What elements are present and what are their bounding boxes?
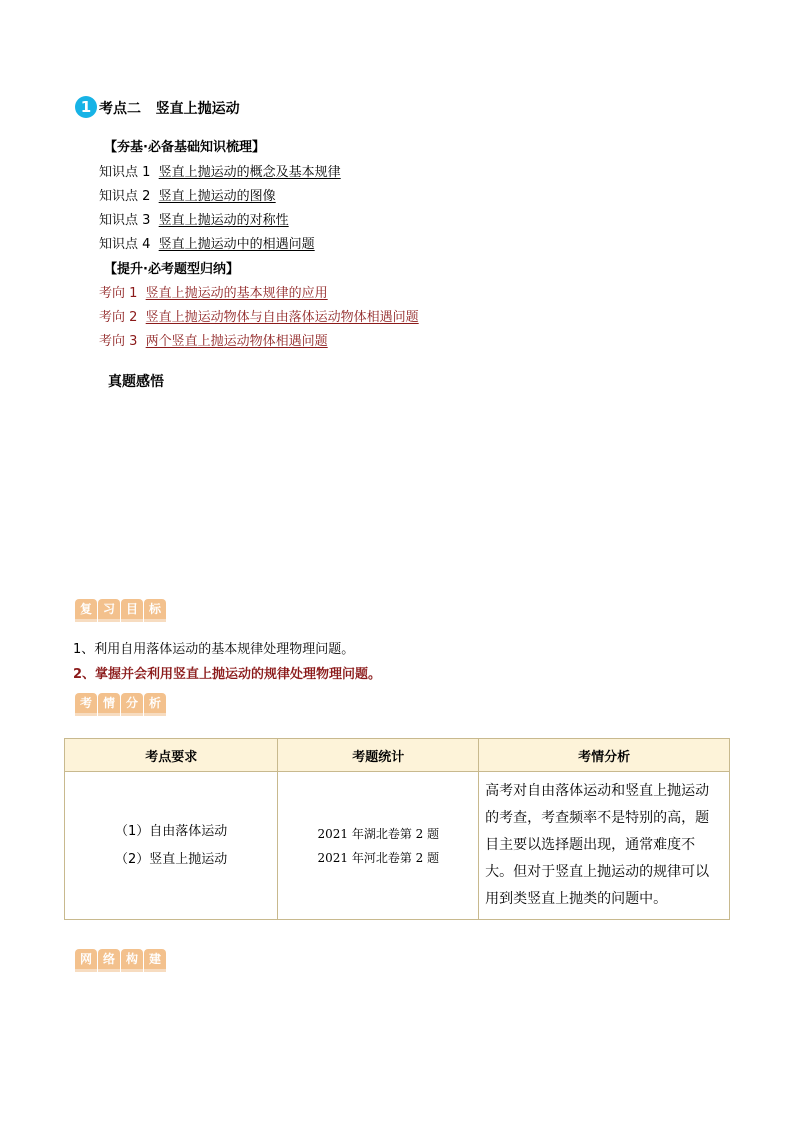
header-requirements: 考点要求 — [65, 739, 278, 772]
badge-char: 分 — [121, 693, 143, 716]
toc-text: 竖直上抛运动物体与自由落体运动物体相遇问题 — [145, 310, 419, 325]
toc-knowledge-3[interactable] — [99, 209, 289, 228]
toc-text: 竖直上抛运动的概念及基本规律 — [158, 165, 341, 180]
toc-prefix: 知识点 2 — [99, 189, 151, 204]
toc-prefix: 知识点 1 — [99, 165, 151, 180]
exam-analysis-badge — [75, 693, 166, 716]
toc-knowledge-1[interactable] — [99, 161, 341, 180]
badge-char: 习 — [98, 599, 120, 622]
toc-direction-3[interactable] — [99, 330, 328, 349]
requirement-item: （2）竖直上抛运动 — [115, 851, 228, 867]
badge-char: 考 — [75, 693, 97, 716]
goal-1: 1、利用自用落体运动的基本规律处理物理问题。 — [73, 642, 355, 657]
stat-item: 2021 年河北卷第 2 题 — [317, 850, 440, 865]
exam-analysis-table — [64, 738, 730, 920]
toc-prefix: 知识点 4 — [99, 237, 151, 252]
toc-text: 竖直上抛运动的对称性 — [158, 213, 289, 228]
badge-char: 标 — [144, 599, 166, 622]
toc-text: 两个竖直上抛运动物体相遇问题 — [145, 334, 328, 349]
network-badge — [75, 949, 166, 972]
toc-direction-1[interactable] — [99, 282, 328, 301]
badge-char: 析 — [144, 693, 166, 716]
badge-char: 构 — [121, 949, 143, 972]
badge-char: 网 — [75, 949, 97, 972]
badge-char: 目 — [121, 599, 143, 622]
toc-prefix: 考向 2 — [99, 310, 138, 325]
toc-knowledge-2[interactable] — [99, 185, 276, 204]
exam-title: 真题感悟 — [108, 374, 164, 390]
toc-prefix: 考向 3 — [99, 334, 138, 349]
toc-text: 竖直上抛运动的基本规律的应用 — [145, 286, 328, 301]
analysis-cell: 高考对自由落体运动和竖直上抛运动的考查，考查频率不是特别的高，题目主要以选择题出现，通常难度不大。但对于竖直上抛运动的规律可以用到类竖直上抛类的问题中。 — [479, 772, 730, 920]
review-goals-badge — [75, 599, 166, 622]
stat-item: 2021 年湖北卷第 2 题 — [317, 826, 440, 841]
toc-part1-title: 【夯基·必备基础知识梳理】 — [104, 140, 265, 155]
toc-prefix: 知识点 3 — [99, 213, 151, 228]
requirements-cell — [65, 772, 278, 920]
toc-text: 竖直上抛运动中的相遇问题 — [158, 237, 315, 252]
badge-char: 情 — [98, 693, 120, 716]
toc-direction-2[interactable] — [99, 306, 419, 325]
toc-prefix: 考向 1 — [99, 286, 138, 301]
badge-char: 络 — [98, 949, 120, 972]
header-analysis: 考情分析 — [479, 739, 730, 772]
section-number-badge: 1 — [75, 96, 97, 118]
toc-knowledge-4[interactable] — [99, 233, 315, 252]
statistics-cell — [278, 772, 479, 920]
goal-2: 2、掌握并会利用竖直上抛运动的规律处理物理问题。 — [73, 667, 382, 682]
header-statistics: 考题统计 — [278, 739, 479, 772]
badge-char: 复 — [75, 599, 97, 622]
badge-char: 建 — [144, 949, 166, 972]
toc-part2-title: 【提升·必考题型归纳】 — [104, 262, 239, 277]
requirement-item: （1）自由落体运动 — [115, 823, 228, 839]
section-title: 考点二 竖直上抛运动 — [99, 101, 240, 117]
toc-text: 竖直上抛运动的图像 — [158, 189, 276, 204]
